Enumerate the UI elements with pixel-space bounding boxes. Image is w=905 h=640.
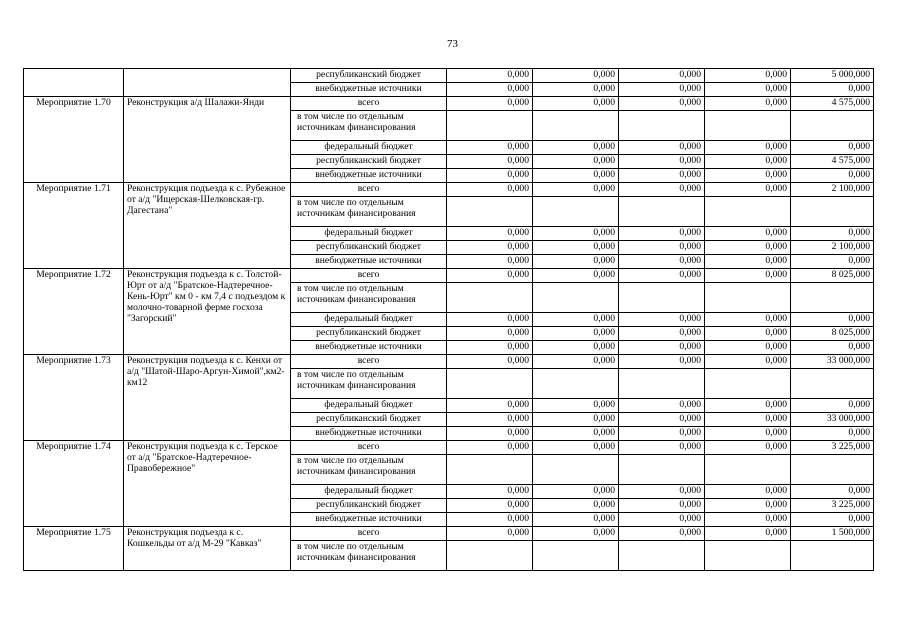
amount-cell: 0,000 [533,155,619,169]
amount-cell: 0,000 [705,513,791,527]
amount-cell [447,541,533,571]
amount-cell: 0,000 [619,241,705,255]
event-name-cell: Реконструкция подъезда к с. Кошкельды от а/д М-29 "Кавказ" [124,527,291,571]
table-row [24,97,874,111]
amount-cell: 0,000 [447,169,533,183]
amount-cell [619,283,705,313]
amount-cell [533,369,619,399]
amount-cell: 0,000 [705,241,791,255]
funding-source-cell: всего [291,97,447,111]
amount-cell: 0,000 [705,499,791,513]
amount-cell: 0,000 [533,413,619,427]
amount-cell: 0,000 [705,227,791,241]
amount-cell [705,283,791,313]
amount-cell: 0,000 [447,155,533,169]
amount-cell: 0,000 [705,169,791,183]
amount-cell: 0,000 [533,527,619,541]
funding-source-cell: в том числе по отдельным источникам финансирования [291,455,447,485]
amount-cell: 0,000 [705,313,791,327]
amount-cell: 0,000 [705,485,791,499]
amount-cell: 3 225,000 [791,499,874,513]
amount-cell: 0,000 [533,255,619,269]
amount-cell: 8 025,000 [791,327,874,341]
funding-source-cell: внебюджетные источники [291,255,447,269]
amount-cell: 0,000 [791,485,874,499]
table-row [24,355,874,369]
funding-source-cell: в том числе по отдельным источникам финансирования [291,369,447,399]
page-number: 73 [447,38,458,50]
amount-cell: 4 575,000 [791,97,874,111]
amount-cell: 0,000 [705,327,791,341]
amount-cell: 0,000 [705,141,791,155]
amount-cell: 0,000 [705,399,791,413]
amount-cell: 0,000 [447,255,533,269]
amount-cell: 0,000 [619,269,705,283]
amount-cell: 0,000 [619,227,705,241]
amount-cell [533,541,619,571]
funding-source-cell: в том числе по отдельным источникам финансирования [291,197,447,227]
funding-source-cell: всего [291,269,447,283]
funding-source-cell: республиканский бюджет [291,241,447,255]
amount-cell: 0,000 [619,183,705,197]
amount-cell: 0,000 [791,227,874,241]
event-name-cell: Реконструкция а/д Шалажи-Янди [124,97,291,183]
amount-cell: 0,000 [533,427,619,441]
table-row [24,527,874,541]
amount-cell: 33 000,000 [791,413,874,427]
financing-table [23,68,874,571]
amount-cell [791,197,874,227]
amount-cell [619,541,705,571]
amount-cell: 0,000 [533,183,619,197]
amount-cell: 0,000 [791,399,874,413]
amount-cell [791,541,874,571]
event-name-cell: Реконструкция подъезда к с. Кенхи от а/д "Шатой-Шаро-Аргун-Химой",км2-км12 [124,355,291,441]
funding-source-cell: всего [291,527,447,541]
amount-cell [619,111,705,141]
table-row [24,269,874,283]
funding-source-cell: всего [291,441,447,455]
amount-cell: 1 500,000 [791,527,874,541]
amount-cell: 33 000,000 [791,355,874,369]
funding-source-cell: внебюджетные источники [291,83,447,97]
table-row [24,69,874,83]
event-label-cell: Мероприятие 1.72 [24,269,124,355]
amount-cell: 0,000 [619,155,705,169]
amount-cell [447,455,533,485]
amount-cell: 0,000 [705,355,791,369]
amount-cell: 0,000 [619,69,705,83]
amount-cell [705,111,791,141]
amount-cell: 0,000 [533,97,619,111]
amount-cell: 0,000 [791,341,874,355]
amount-cell: 0,000 [447,269,533,283]
amount-cell: 0,000 [791,169,874,183]
amount-cell [791,369,874,399]
amount-cell: 0,000 [447,313,533,327]
amount-cell: 0,000 [447,527,533,541]
amount-cell: 0,000 [447,69,533,83]
amount-cell: 0,000 [705,413,791,427]
amount-cell [619,197,705,227]
amount-cell: 0,000 [619,399,705,413]
funding-source-cell: федеральный бюджет [291,141,447,155]
amount-cell: 0,000 [619,485,705,499]
funding-source-cell: федеральный бюджет [291,313,447,327]
amount-cell: 0,000 [533,513,619,527]
amount-cell: 0,000 [619,341,705,355]
funding-source-cell: в том числе по отдельным источникам финансирования [291,541,447,571]
amount-cell: 0,000 [619,255,705,269]
amount-cell: 0,000 [533,441,619,455]
amount-cell: 0,000 [447,97,533,111]
amount-cell: 0,000 [533,141,619,155]
amount-cell: 0,000 [447,441,533,455]
event-name-cell: Реконструкция подъезда к с. Рубежное от а/д "Ищерская-Шелковская-гр. Дагестана" [124,183,291,269]
funding-source-cell: республиканский бюджет [291,499,447,513]
amount-cell [447,283,533,313]
funding-source-cell: республиканский бюджет [291,327,447,341]
amount-cell: 0,000 [619,499,705,513]
amount-cell [791,283,874,313]
funding-source-cell: республиканский бюджет [291,155,447,169]
event-label-cell: Мероприятие 1.73 [24,355,124,441]
amount-cell: 0,000 [705,155,791,169]
amount-cell: 2 100,000 [791,241,874,255]
amount-cell: 0,000 [447,355,533,369]
amount-cell: 0,000 [533,399,619,413]
amount-cell: 0,000 [619,413,705,427]
amount-cell: 0,000 [533,227,619,241]
amount-cell: 8 025,000 [791,269,874,283]
event-name-cell [124,69,291,97]
funding-source-cell: республиканский бюджет [291,413,447,427]
event-label-cell: Мероприятие 1.74 [24,441,124,527]
amount-cell: 0,000 [447,413,533,427]
amount-cell: 0,000 [705,269,791,283]
amount-cell: 0,000 [533,269,619,283]
funding-source-cell: в том числе по отдельным источникам финансирования [291,283,447,313]
amount-cell: 0,000 [619,355,705,369]
funding-source-cell: всего [291,183,447,197]
amount-cell: 0,000 [447,83,533,97]
table-row [24,183,874,197]
amount-cell: 0,000 [533,499,619,513]
amount-cell: 0,000 [619,513,705,527]
amount-cell [533,197,619,227]
amount-cell: 0,000 [533,485,619,499]
amount-cell: 0,000 [791,141,874,155]
amount-cell: 0,000 [705,527,791,541]
amount-cell: 0,000 [619,83,705,97]
amount-cell: 0,000 [619,327,705,341]
amount-cell: 0,000 [447,485,533,499]
amount-cell: 0,000 [705,255,791,269]
amount-cell: 0,000 [791,83,874,97]
amount-cell: 0,000 [619,441,705,455]
amount-cell: 0,000 [533,355,619,369]
amount-cell: 0,000 [791,255,874,269]
funding-source-cell: внебюджетные источники [291,341,447,355]
amount-cell: 3 225,000 [791,441,874,455]
amount-cell: 2 100,000 [791,183,874,197]
funding-source-cell: федеральный бюджет [291,227,447,241]
amount-cell [447,369,533,399]
funding-source-cell: федеральный бюджет [291,485,447,499]
event-label-cell: Мероприятие 1.75 [24,527,124,571]
event-name-cell: Реконструкция подъезда к с. Толстой-Юрт от а/д "Братское-Надтеречное-Кень-Юрт" км 0 - км 7,4 с подъездом к молочно-товарной ферме госхоза "Загорский" [124,269,291,355]
amount-cell: 0,000 [791,513,874,527]
funding-source-cell: внебюджетные источники [291,427,447,441]
amount-cell: 4 575,000 [791,155,874,169]
amount-cell [447,197,533,227]
amount-cell [533,111,619,141]
amount-cell: 0,000 [533,327,619,341]
amount-cell [619,369,705,399]
amount-cell [791,111,874,141]
amount-cell [705,369,791,399]
amount-cell [447,111,533,141]
amount-cell: 0,000 [705,341,791,355]
amount-cell: 0,000 [447,227,533,241]
amount-cell: 0,000 [619,427,705,441]
table-row [24,441,874,455]
amount-cell: 0,000 [705,69,791,83]
amount-cell: 0,000 [619,97,705,111]
amount-cell: 0,000 [619,313,705,327]
amount-cell [533,283,619,313]
amount-cell: 0,000 [533,169,619,183]
amount-cell: 0,000 [791,427,874,441]
amount-cell: 0,000 [447,513,533,527]
amount-cell [619,455,705,485]
funding-source-cell: всего [291,355,447,369]
amount-cell: 0,000 [533,341,619,355]
event-cell [24,69,124,97]
amount-cell: 0,000 [533,69,619,83]
amount-cell: 0,000 [447,399,533,413]
amount-cell: 0,000 [705,441,791,455]
funding-source-cell: в том числе по отдельным источникам финансирования [291,111,447,141]
amount-cell [705,541,791,571]
amount-cell: 0,000 [447,327,533,341]
amount-cell: 0,000 [533,83,619,97]
amount-cell [533,455,619,485]
event-name-cell: Реконструкция подъезда к с. Терское от а/д "Братское-Надтеречное-Правобережное" [124,441,291,527]
amount-cell [705,455,791,485]
amount-cell: 0,000 [533,313,619,327]
amount-cell: 0,000 [619,527,705,541]
funding-source-cell: федеральный бюджет [291,399,447,413]
amount-cell: 0,000 [705,97,791,111]
event-label-cell: Мероприятие 1.71 [24,183,124,269]
amount-cell: 0,000 [705,427,791,441]
amount-cell: 0,000 [447,499,533,513]
funding-source-cell: внебюджетные источники [291,169,447,183]
amount-cell: 0,000 [447,341,533,355]
amount-cell: 0,000 [705,83,791,97]
event-label-cell: Мероприятие 1.70 [24,97,124,183]
amount-cell: 0,000 [533,241,619,255]
amount-cell [705,197,791,227]
funding-source-cell: внебюджетные источники [291,513,447,527]
amount-cell: 0,000 [705,183,791,197]
amount-cell [791,455,874,485]
amount-cell: 5 000,000 [791,69,874,83]
amount-cell: 0,000 [619,141,705,155]
amount-cell: 0,000 [447,427,533,441]
amount-cell: 0,000 [447,241,533,255]
amount-cell: 0,000 [619,169,705,183]
amount-cell: 0,000 [791,313,874,327]
amount-cell: 0,000 [447,141,533,155]
amount-cell: 0,000 [447,183,533,197]
funding-source-cell: республиканский бюджет [291,69,447,83]
